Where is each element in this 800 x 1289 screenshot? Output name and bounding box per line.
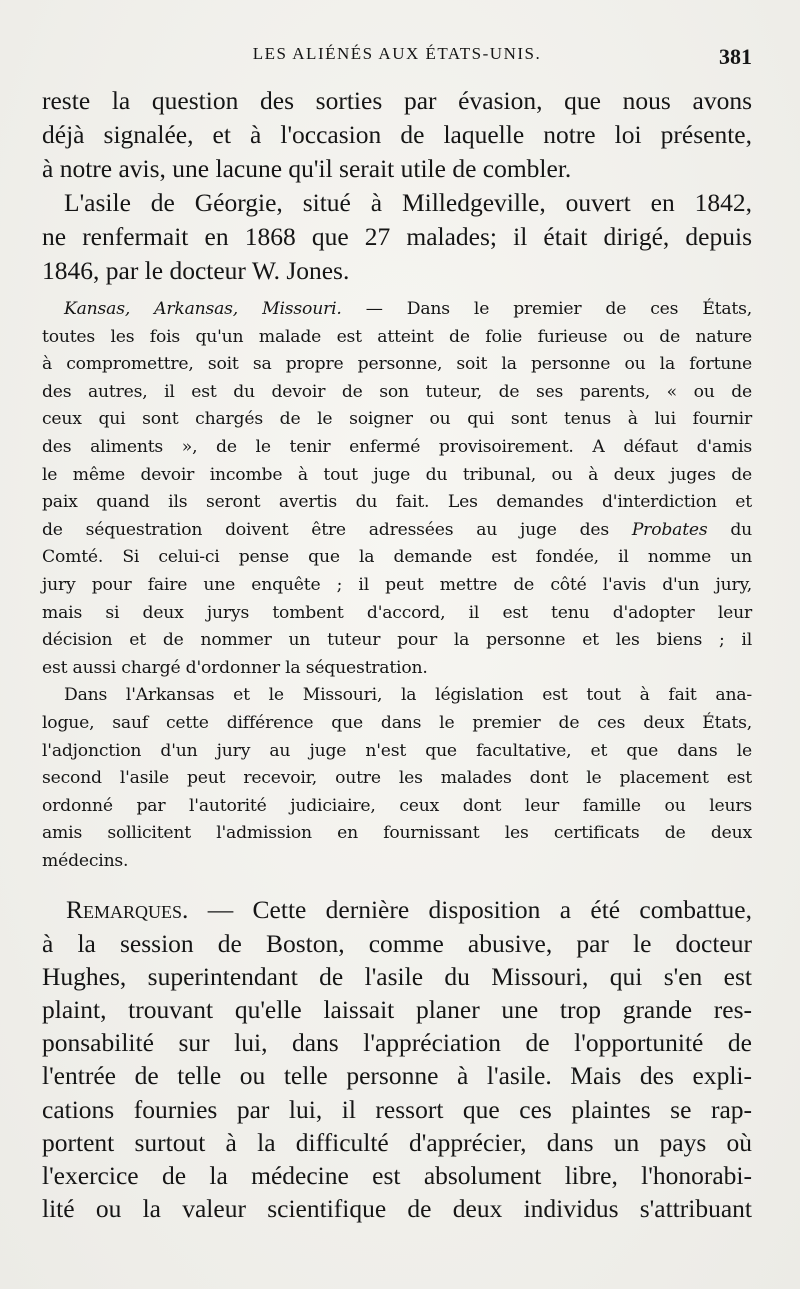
remarks-lead: Remarques. (66, 895, 189, 925)
text-line: le même devoir incombe à tout juge du tribunal, ou à deux juges de (42, 464, 752, 485)
text-line: l'adjonction d'un jury au juge n'est que facultative, et que dans le (42, 740, 752, 761)
paragraph-georgie (42, 186, 752, 288)
text-line: à notre avis, une lacune qu'il serait utile de combler. (42, 154, 572, 183)
text-line: portent surtout à la difficulté d'apprécier, dans un pays où (42, 1127, 752, 1157)
text-line: déjà signalée, et à l'occasion de laquelle notre loi présente, (42, 120, 752, 149)
text-line: décision et de nommer un tuteur pour la personne et les biens ; il (42, 630, 752, 651)
text-line: médecins. (42, 850, 129, 871)
text-line: Kansas, Arkansas, Missouri. — Dans le premier de ces États, (64, 299, 753, 319)
text-line: lité ou la valeur scientifique de deux individus s'attribuant (42, 1194, 752, 1224)
text-line: ne renfermait en 1868 que 27 malades; il était dirigé, depuis (42, 222, 752, 251)
text-line: jury pour faire une enquête ; il peut mettre de côté l'avis d'un jury, (42, 574, 752, 595)
text-line: plaint, trouvant qu'elle laissait planer une trop grande res- (42, 995, 752, 1025)
probates-term: Probates (631, 519, 708, 540)
text-line: l'exercice de la médecine est absolument libre, l'honorabi- (42, 1161, 752, 1191)
text-line: amis sollicitent l'admission en fournissant les certificats de deux (42, 823, 752, 844)
text-line: L'asile de Géorgie, situé à Milledgeville, ouvert en 1842, (64, 188, 752, 217)
page-header (42, 0, 752, 84)
text-line: Dans l'Arkansas et le Missouri, la législation est tout à fait ana- (64, 685, 752, 706)
paragraph-arkansas (42, 682, 752, 875)
text-line: toutes les fois qu'un malade est atteint de folie furieuse ou de nature (42, 326, 752, 347)
section-lead: Kansas, Arkansas, Missouri. (64, 299, 342, 319)
page-number: 381 (719, 44, 752, 69)
text-line: cations fournies par lui, il ressort que ces plaintes se rap- (42, 1094, 752, 1124)
text-line: est aussi chargé d'ordonner la séquestration. (42, 657, 428, 678)
text-line: 1846, par le docteur W. Jones. (42, 256, 350, 285)
text-line: reste la question des sorties par évasion, que nous avons (42, 86, 752, 115)
text-line: de séquestration doivent être adressées au juge des Probates du (42, 519, 753, 540)
text-line: paix quand ils seront avertis du fait. Les demandes d'interdiction et (42, 492, 752, 513)
text-line: ordonné par l'autorité judiciaire, ceux dont leur famille ou leurs (42, 795, 752, 816)
text-line: l'entrée de telle ou telle personne à l'asile. Mais des expli- (42, 1061, 752, 1091)
paragraph-kansas (42, 296, 752, 682)
text-line: ponsabilité sur lui, dans l'appréciation de l'opportunité de (42, 1028, 752, 1058)
text-line: mais si deux jurys tombent d'accord, il est tenu d'adopter leur (42, 602, 752, 623)
paragraph-remarques (42, 893, 752, 1225)
text-line: des aliments », de le tenir enfermé provisoirement. A défaut d'amis (42, 436, 752, 457)
text-line: second l'asile peut recevoir, outre les malades dont le placement est (42, 768, 752, 789)
text-line: à compromettre, soit sa propre personne, soit la personne ou la fortune (42, 354, 752, 375)
paragraph-evasion (42, 84, 752, 186)
text-line: des autres, il est du devoir de son tuteur, de ses parents, « ou de (42, 381, 752, 402)
text-line: ceux qui sont chargés de le soigner ou qui sont tenus à lui fournir (42, 409, 752, 430)
text-line: logue, sauf cette différence que dans le premier de ces deux États, (42, 712, 752, 733)
text-line: Remarques. — Cette dernière disposition a été combattue, (66, 895, 752, 925)
text-line: Hughes, superintendant de l'asile du Missouri, qui s'en est (42, 961, 752, 991)
text-line: à la session de Boston, comme abusive, par le docteur (42, 928, 752, 958)
running-head: LES ALIÉNÉS AUX ÉTATS-UNIS. (252, 44, 542, 63)
text-line: Comté. Si celui-ci pense que la demande est fondée, il nomme un (42, 547, 752, 568)
